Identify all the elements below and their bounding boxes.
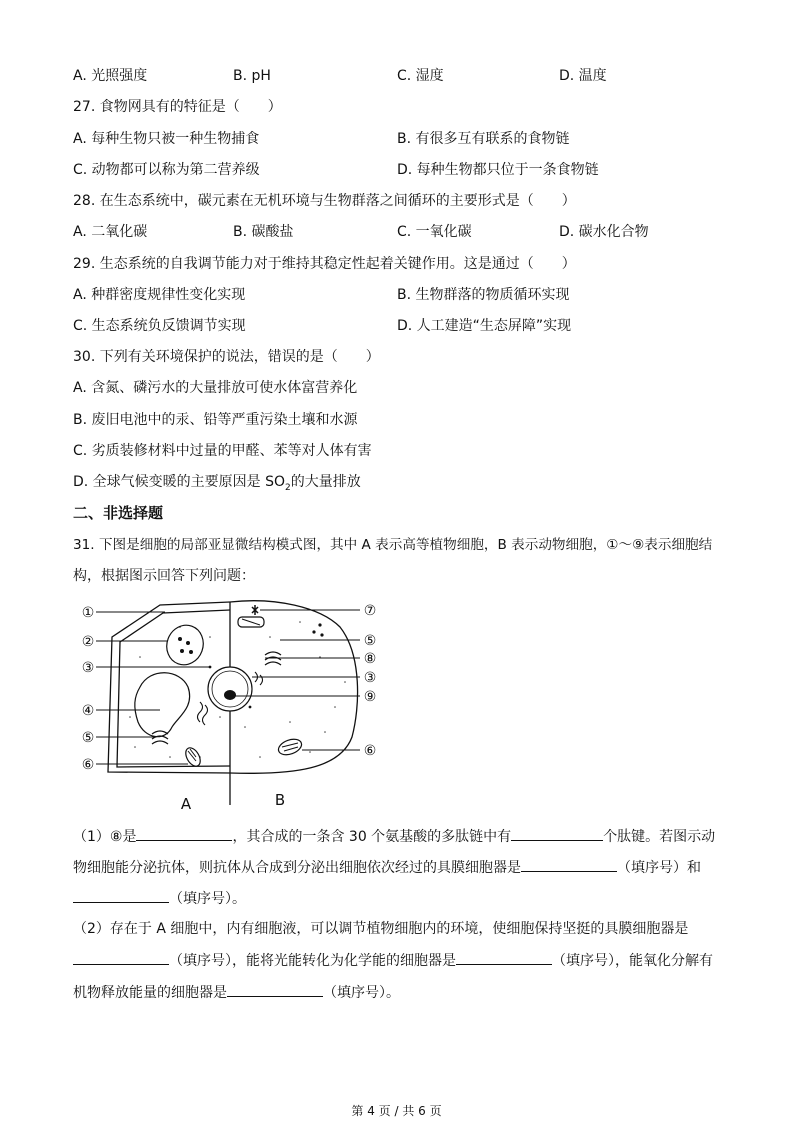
q26-option-d: D. 温度: [559, 68, 607, 84]
q28-option-b: B. 碳酸盐: [233, 224, 294, 240]
q31-p2-b: （填序号），能将光能转化为化学能的细胞器是: [169, 953, 456, 969]
q27-option-d: D. 每种生物都只位于一条食物链: [397, 162, 599, 178]
q31-part2-line3: [73, 982, 400, 1003]
q29-option-a: A. 种群密度规律性变化实现: [73, 287, 246, 303]
label-left-1: ①: [81, 605, 95, 621]
q31-part2-line1: （2）存在于 A 细胞中，内有细胞液，可以调节植物细胞内的环境，使细胞保持坚挺的具膜细胞器是: [73, 921, 689, 937]
q30-option-d: [73, 472, 361, 498]
answer-blank-4[interactable]: [73, 888, 169, 903]
q30-option-d-post: 的大量排放: [290, 474, 361, 490]
q30-option-d-sub: 2: [285, 482, 291, 493]
label-left-3: ③: [81, 660, 95, 676]
q29-option-d: D. 人工建造“生态屏障”实现: [397, 318, 572, 334]
label-right-7: ⑦: [363, 603, 377, 619]
q26-option-a: A. 光照强度: [73, 68, 148, 84]
q31-p1-f: （填序号）。: [169, 891, 246, 907]
q30-option-a: A. 含氮、磷污水的大量排放可使水体富营养化: [73, 380, 358, 396]
q31-p1-c: 个肽键。若图示动: [603, 829, 716, 845]
q27-option-c: C. 动物都可以称为第二营养级: [73, 162, 260, 178]
q27-option-b: B. 有很多互有联系的食物链: [397, 131, 570, 147]
caption-a: A: [180, 795, 192, 813]
label-left-2: ②: [81, 634, 95, 650]
caption-b: B: [274, 791, 286, 809]
q26-option-b: B. pH: [233, 68, 271, 84]
centrosome: [252, 605, 258, 615]
label-right-3: ③: [363, 670, 377, 686]
q28-option-c: C. 一氧化碳: [397, 224, 472, 240]
q31-p2-c: （填序号），能氧化分解有: [552, 953, 713, 969]
answer-blank-7[interactable]: [227, 982, 323, 997]
q28-option-d: D. 碳水化合物: [559, 224, 649, 240]
q31-part2-line2: [73, 950, 713, 971]
q29-option-b: B. 生物群落的物质循环实现: [397, 287, 570, 303]
label-left-5: ⑤: [81, 730, 95, 746]
answer-blank-6[interactable]: [456, 950, 552, 965]
label-right-9: ⑨: [363, 689, 377, 705]
q30-stem: 30. 下列有关环境保护的说法，错误的是（ ）: [73, 349, 380, 365]
q31-p1-a: （1）⑧是: [73, 829, 137, 845]
q31-p1-d: 物细胞能分泌抗体，则抗体从合成到分泌出细胞依次经过的具膜细胞器是: [73, 860, 521, 876]
q27-stem: 27. 食物网具有的特征是（ ）: [73, 99, 282, 115]
label-right-5: ⑤: [363, 633, 377, 649]
q31-p1-b: ，其合成的一条含 30 个氨基酸的多肽链中有: [232, 829, 512, 845]
q29-option-c: C. 生态系统负反馈调节实现: [73, 318, 246, 334]
nucleus: [208, 667, 252, 711]
section-title: 二、非选择题: [73, 504, 164, 522]
label-right-6: ⑥: [363, 743, 377, 759]
page-footer: 第 4 页 / 共 6 页: [351, 1104, 442, 1118]
q30-option-b: B. 废旧电池中的汞、铅等严重污染土壤和水源: [73, 412, 358, 428]
q31-stem-line1: 31. 下图是细胞的局部亚显微结构模式图，其中 A 表示高等植物细胞，B 表示动物细胞，①～⑨表示细胞结: [73, 537, 713, 553]
chloroplast: [161, 620, 209, 670]
label-left-4: ④: [81, 703, 95, 719]
q31-part1-line1: [73, 826, 715, 847]
answer-blank-5[interactable]: [73, 950, 169, 965]
vacuole: [135, 673, 190, 737]
q31-p2-e: （填序号）。: [323, 985, 400, 1001]
q31-p2-d: 机物释放能量的细胞器是: [73, 985, 227, 1001]
q31-part1-line2: [73, 857, 701, 878]
answer-blank-2[interactable]: [511, 826, 603, 841]
answer-blank-3[interactable]: [521, 857, 617, 872]
q30-option-d-pre: D. 全球气候变暖的主要原因是 SO: [73, 474, 286, 490]
q28-stem: 28. 在生态系统中，碳元素在无机环境与生物群落之间循环的主要形式是（ ）: [73, 193, 576, 209]
q26-option-c: C. 湿度: [397, 68, 444, 84]
q29-stem: 29. 生态系统的自我调节能力对于维持其稳定性起着关键作用。这是通过（ ）: [73, 256, 576, 272]
q31-p1-e: （填序号）和: [617, 860, 701, 876]
q31-stem-line2: 构，根据图示回答下列问题：: [73, 568, 255, 584]
label-left-6: ⑥: [81, 757, 95, 773]
cell-diagram: [70, 597, 390, 815]
q27-option-a: A. 每种生物只被一种生物捕食: [73, 131, 260, 147]
q28-option-a: A. 二氧化碳: [73, 224, 148, 240]
q30-option-c: C. 劣质装修材料中过量的甲醛、苯等对人体有害: [73, 443, 372, 459]
answer-blank-1[interactable]: [136, 826, 232, 841]
q31-part1-line3: [73, 888, 246, 909]
label-right-8: ⑧: [363, 651, 377, 667]
